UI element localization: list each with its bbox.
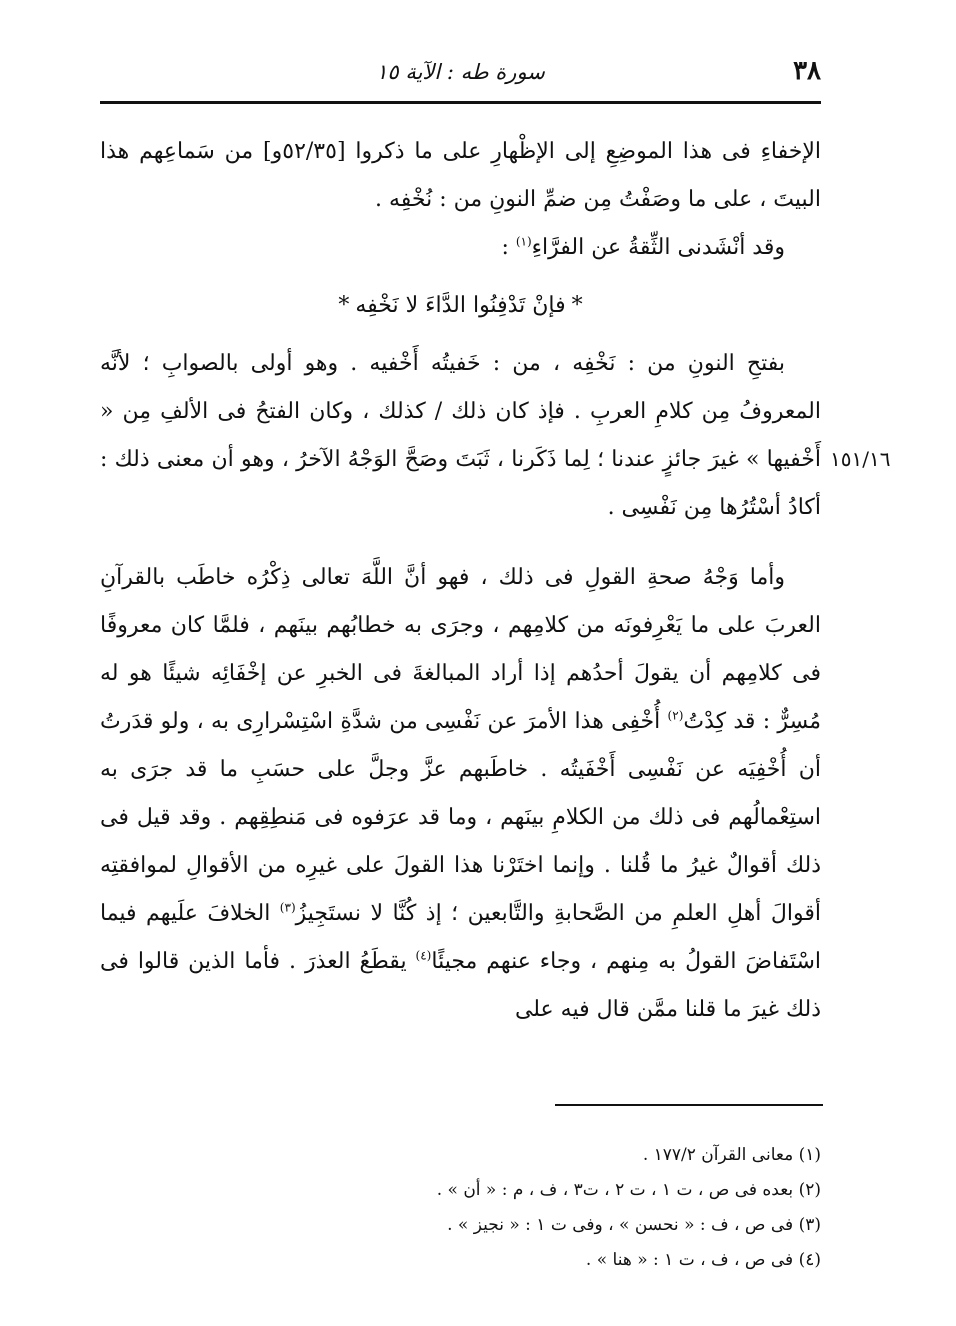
footnote-ref-1: (١) — [515, 234, 532, 249]
paragraph-1: الإخفاءِ فى هذا الموضِعِ إلى الإظْهارِ على ما ذكروا [٥٢/٣٥و] من سَماعِهم هذا البيتَ ، على ما وصَفْتُ مِن ضمِّ النونِ من : نُخْفِه . — [100, 139, 822, 212]
paragraph-3: بفتحِ النونِ من : نَخْفِه ، من : خَفيتُه أَخْفيه . وهو أولى بالصوابِ ؛ لأنَّه المعروفُ مِن كلامِ العربِ . فإذ كان ذلك / كذلك ، وكان الفتحُ فى الألفِ مِن « أَخْفيها » غيرَ جائزٍ عندنا ؛ لِما ذَكَرنا ، ثَبَتَ وصَحَّ الوَجْهُ الآخرُ ، وهو أن معنى ذلك : أكادُ أسْتُرُها مِن نَفْسِى . — [100, 351, 821, 520]
main-text — [100, 128, 821, 1034]
paragraph-4-part-2: أُخْفِى هذا الأمرَ عن نَفْسِى من شدَّةِ اسْتِسْرارِى به ، ولو قدَرتُ أن أُخْفِيَه عن نَفْسِى أَخْفَيتُه . خاطَبهم عزَّ وجلَّ على حسَبِ ما قد جرَى به استِعْمالُهم فى ذلك من الكلامِ بينَهم ، وما قد عرَفوه فى مَنطِقِهم . وقد قيل فى ذلك أقوالٌ غيرُ ما قُلنا . وإنما اختَرْنا هذا القولَ على غيرِه من الأقوالِ لموافقتِه أقوالَ أهلِ العلمِ من الصَّحابةِ والتَّابعين ؛ إذ كُنَّا لا نستَجِيزُ — [100, 709, 821, 926]
paragraph-4-part-1: وأما وَجْهُ صحةِ القولِ فى ذلك ، فهو أنَّ اللَّهَ تعالى ذِكْرُه خاطَب بالقرآنِ العربَ على ما يَعْرِفونَه من كلامِهم ، وجرَى به خطابُهم بينَهم ، فلمَّا كان معروفًا فى كلامِهم أن يقولَ أحدُهم إذا أراد المبالغةَ فى الخبرِ عن إخْفَائِه شيئًا هو له مُسِرٌّ : قد كِدْتُ — [100, 565, 821, 734]
footnote-ref-3: (٣) — [279, 900, 296, 915]
page-header — [100, 52, 821, 98]
footnote-rule — [555, 1104, 823, 1106]
spacer — [100, 532, 821, 554]
spacer — [100, 330, 821, 340]
margin-reference: ١٥١/١٦ — [830, 447, 891, 471]
poetry-verse — [100, 282, 821, 330]
footnote-ref-4: (٤) — [415, 948, 432, 963]
footnote-3: (٣) فى ص ، ف : « نحسن » ، وفى ت ١ : « نجيز » . — [447, 1215, 821, 1235]
page-number: ٣٨ — [793, 56, 821, 86]
spacer — [100, 272, 821, 282]
running-title: سورة طه : الآية ١٥ — [376, 60, 545, 84]
footnotes — [200, 1138, 821, 1278]
paragraph-4-part-4: يقطَعُ العذرَ . فأما الذين قالوا فى ذلك غيرَ ما قلنا ممَّن قال فيه على — [100, 949, 821, 1022]
paragraph-2 — [100, 224, 821, 272]
paragraph-2-colon: : — [501, 235, 516, 260]
footnote-1: (١) معانى القرآن ١٧٧/٢ . — [642, 1145, 821, 1165]
footnote-ref-2: (٢) — [667, 708, 684, 723]
paragraph-2-text: وقد أنْشَدنى الثِّقةُ عن الفرَّاءِ — [531, 235, 785, 260]
header-rule — [100, 101, 821, 104]
verse-star-right: * — [571, 293, 583, 318]
verse-text: فإنْ تَدْفِنُوا الدَّاءَ لا نَخْفِه — [355, 293, 566, 318]
footnote-4: (٤) فى ص ، ف ، ت ١ : « هنا » . — [585, 1250, 821, 1270]
paragraph-4-part-3: الخلافَ علَيهم فيما اسْتَفاضَ القولُ به مِنهم ، وجاء عنهم مجيئًا — [100, 901, 822, 974]
footnote-2: (٢) بعده فى ص ، ت ١ ، ت ٢ ، ت٣ ، ف ، م : « أن » . — [436, 1180, 821, 1200]
verse-star-left: * — [338, 293, 350, 318]
paragraph-4 — [100, 554, 821, 1034]
